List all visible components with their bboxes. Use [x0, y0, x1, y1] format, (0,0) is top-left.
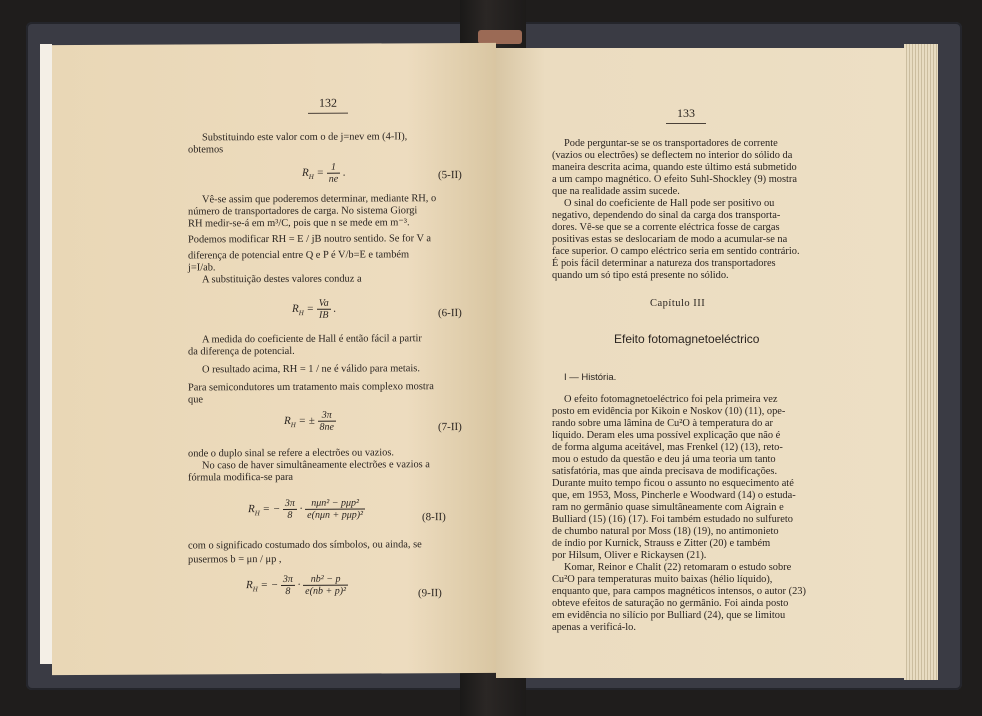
text-line: de índio por Kurnick, Strauss e Zitter (20) e também: [552, 538, 771, 549]
equation-9: $R_H$ = − $\frac{3\pi}{8}$ · $\frac{\text{nb² − p}}{\text{e(nb + p)²}}$: [246, 573, 347, 597]
text-line: face superior. O campo eléctrico seria em sentido contrário.: [552, 246, 800, 257]
text-line: O efeito fotomagnetoeléctrico foi pela primeira vez: [564, 394, 778, 405]
equation-label: (9-II): [418, 587, 442, 600]
section-heading: I — História.: [564, 372, 617, 383]
text-line: Durante muito tempo ficou o assunto no esquecimento até: [552, 478, 794, 489]
text-line: É pois fácil determinar a natureza dos transportadores: [552, 258, 776, 269]
text-line: ram no germânio quase simultâneamente com Aigrain e: [552, 502, 784, 513]
text-line: j=I/ab.: [188, 262, 216, 274]
text-line: Substituindo este valor com o de j=nev em (4-II),: [202, 131, 408, 144]
text-line: diferença de potencial entre Q e P é V/b=E e também: [188, 249, 410, 262]
text-line: Cu²O para temperaturas muito baixas (hélio líquido),: [552, 574, 773, 585]
right-page: [496, 48, 906, 678]
text-line: Vê-se assim que poderemos determinar, mediante RH, o: [202, 193, 437, 206]
text-line: que: [188, 394, 204, 406]
text-line: dores. Vê-se que se a corrente eléctrica fosse de cargas: [552, 222, 780, 233]
page-number: 132: [298, 96, 358, 114]
text-line: No caso de haver simultâneamente electrões e vazios a: [202, 459, 430, 472]
equation-8: $R_H$ = − $\frac{3\pi}{8}$ · $\frac{\text{nμn² − pμp²}}{\text{e(nμn + pμp)²}}$: [248, 497, 364, 521]
text-line: de chumbo natural por Moss (18) (19), no antimonieto: [552, 526, 779, 537]
text-line: líquido. Deram eles uma possível explicação que não é: [552, 430, 781, 441]
chapter-label: Capítulo III: [650, 298, 706, 309]
left-page-edge: [40, 44, 52, 664]
text-line: que na realidade assim sucede.: [552, 186, 680, 197]
equation-7: $R_H$ = ± $\frac{3\pi}{8ne}$: [284, 409, 334, 433]
text-line: onde o duplo sinal se refere a electrões ou vazios.: [188, 447, 395, 460]
text-line: mou o estudo da questão e deu já uma teoria um tanto: [552, 454, 776, 465]
text-line: Komar, Reinor e Chalit (22) retomaram o estudo sobre: [564, 562, 792, 573]
text-line: Para semicondutores um tratamento mais complexo mostra: [188, 381, 434, 394]
spine-ribbon: [478, 30, 522, 44]
text-line: Pode perguntar-se se os transportadores de corrente: [564, 138, 778, 149]
text-line: a um campo magnético. O efeito Suhl-Shockley (9) mostra: [552, 174, 797, 185]
text-line: em evidência no silício por Bulliard (24), que se limitou: [552, 610, 786, 621]
text-line: fórmula modifica-se para: [188, 471, 294, 484]
right-page-stack: [904, 44, 938, 680]
text-line: satisfatória, mas que ainda precisava de modificações.: [552, 466, 778, 477]
text-line: RH medir-se-á em m³/C, pois que n se mede em m⁻³.: [188, 217, 410, 230]
text-line: com o significado costumado dos símbolos, ou ainda, se: [188, 539, 422, 552]
text-line: quando um só tipo está presente no sólido.: [552, 270, 729, 281]
equation-6: $R_H$ = $\frac{Va}{IB}$ .: [292, 297, 337, 321]
text-line: número de transportadores de carga. No sistema Giorgi: [188, 205, 418, 218]
text-line: positivas estas se deslocariam de modo a acumular-se na: [552, 234, 788, 245]
text-line: por Hilsum, Oliver e Rickaysen (21).: [552, 550, 707, 561]
text-line: pusermos b = μn / μp ,: [188, 553, 282, 566]
text-line: obteve efeitos de saturação no germânio. Foi ainda posto: [552, 598, 789, 609]
text-line: posto em evidência por Kikoin e Noskov (10) (11), ope-: [552, 406, 786, 417]
text-line: enquanto que, para campos magnéticos intensos, o autor (23): [552, 586, 806, 597]
text-line: que, em 1953, Moss, Pincherle e Woodward (14) o estuda-: [552, 490, 796, 501]
page-number: 133: [656, 106, 716, 124]
text-line: rando sobre uma lâmina de Cu²O à temperatura do ar: [552, 418, 773, 429]
text-line: Podemos modificar RH = E / jB noutro sentido. Se for V a: [188, 233, 432, 246]
text-line: A substituição destes valores conduz a: [202, 273, 362, 286]
chapter-title: Efeito fotomagnetoeléctrico: [614, 332, 760, 346]
text-line: da diferença de potencial.: [188, 345, 295, 358]
equation-label: (8-II): [422, 511, 446, 524]
equation-5: $R_H$ = $\frac{1}{ne}$ .: [302, 161, 346, 185]
text-line: (vazios ou electrões) se deflectem no interior do sólido da: [552, 150, 793, 161]
equation-label: (5-II): [438, 169, 462, 182]
text-line: Bulliard (15) (16) (17). Foi também estudado no sulfureto: [552, 514, 793, 525]
text-line: de forma alguma aceitável, mas Frenkel (12) (13), reto-: [552, 442, 783, 453]
text-line: A medida do coeficiente de Hall é então fácil a partir: [202, 333, 422, 346]
text-line: maneira descrita acima, quando este último está submetido: [552, 162, 797, 173]
equation-label: (6-II): [438, 307, 462, 320]
text-line: apenas a verificá-lo.: [552, 622, 636, 633]
text-line: obtemos: [188, 144, 224, 156]
left-page: [52, 43, 496, 675]
text-line: O resultado acima, RH = 1 / ne é válido para metais.: [202, 363, 420, 376]
text-line: O sinal do coeficiente de Hall pode ser positivo ou: [564, 198, 775, 209]
text-line: negativo, dependendo do sinal da carga dos transporta-: [552, 210, 781, 221]
equation-label: (7-II): [438, 421, 462, 434]
